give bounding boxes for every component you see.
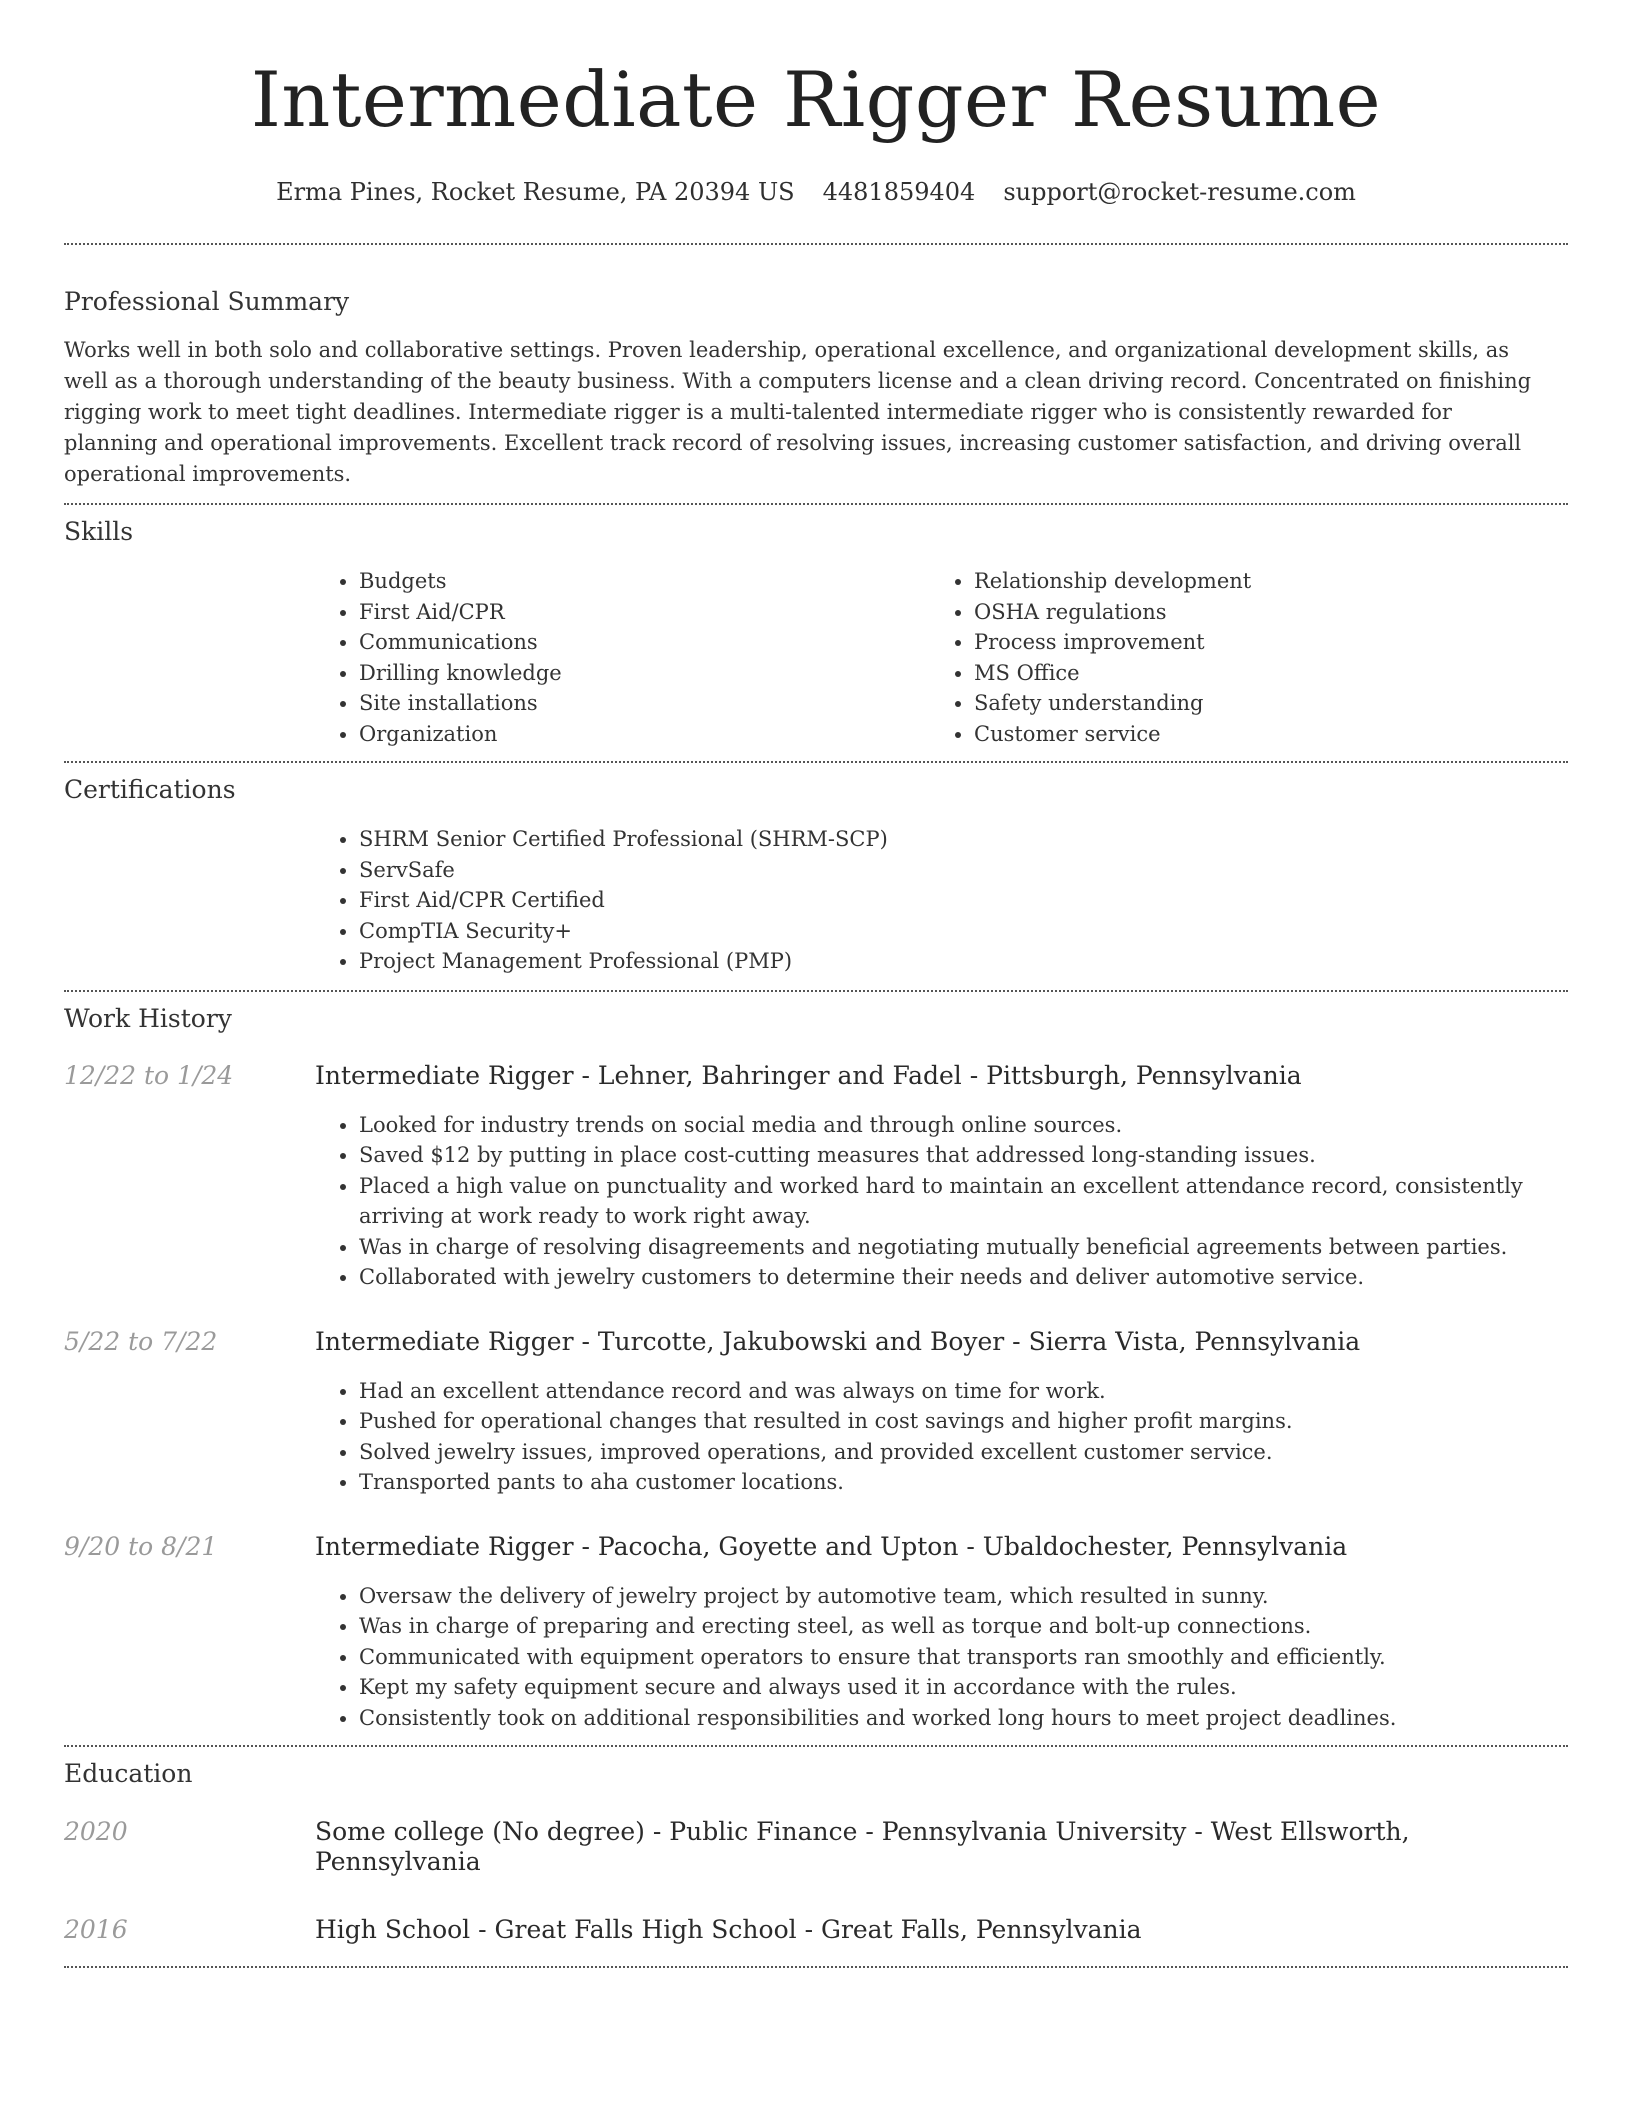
certification-item: • ServSafe	[359, 855, 1568, 886]
certification-item: • CompTIA Security+	[359, 916, 1568, 947]
work-history-section	[64, 992, 1568, 1734]
certification-item: • Project Management Professional (PMP)	[359, 946, 1568, 977]
education-year: 2020	[64, 1817, 128, 1846]
certifications-section	[64, 763, 1568, 977]
skills-column-left	[315, 566, 930, 749]
job-entry	[64, 1061, 1568, 1293]
job-dates: 5/22 to 7/22	[64, 1326, 218, 1356]
resume-title: Intermediate Rigger Resume	[250, 55, 1382, 144]
job-bullet: • Was in charge of preparing and erecting steel, as well as torque and bolt-up connections.	[359, 1611, 1568, 1642]
job-bullet: • Consistently took on additional responsibilities and worked long hours to meet project deadlines.	[359, 1703, 1568, 1734]
summary-text: Works well in both solo and collaborative settings. Proven leadership, operational excellence, and organizational development skills, as well as a thorough understanding of the beauty business. With a computers license and a clean driving record. Concentrated on finishing rigging work to meet tight deadlines. Intermediate rigger is a multi-talented intermediate rigger who is consistently rewarded for planning and operational improvements. Excellent track record of resolving issues, increasing customer satisfaction, and driving overall operational improvements.	[64, 338, 1532, 486]
resume-page	[64, 0, 1568, 1968]
skill-item: • OSHA regulations	[974, 597, 1545, 628]
education-entry	[64, 1915, 1568, 1945]
skill-item: • Process improvement	[974, 627, 1545, 658]
education-details: Some college (No degree) - Public Finance - Pennsylvania University - West Ellsworth, Pennsylvania	[315, 1817, 1410, 1876]
job-bullet: • Placed a high value on punctuality and worked hard to maintain an excellent attendance record, consistently arriving at work ready to work right away.	[359, 1171, 1568, 1232]
job-header: Intermediate Rigger - Lehner, Bahringer and Fadel - Pittsburgh, Pennsylvania	[315, 1060, 1302, 1090]
skill-item: • Budgets	[359, 566, 930, 597]
divider	[64, 1966, 1568, 1968]
summary-section	[64, 245, 1568, 490]
job-entry	[64, 1327, 1568, 1498]
skill-item: • Organization	[359, 719, 930, 750]
skills-section	[64, 505, 1568, 749]
education-section	[64, 1747, 1568, 1945]
contact-phone: 4481859404	[822, 178, 976, 206]
job-bullet: • Looked for industry trends on social media and through online sources.	[359, 1110, 1568, 1141]
job-bullet: • Pushed for operational changes that resulted in cost savings and higher profit margins.	[359, 1406, 1568, 1437]
skill-item: • First Aid/CPR	[359, 597, 930, 628]
certifications-heading: Certifications	[64, 775, 236, 804]
job-bullet: • Had an excellent attendance record and was always on time for work.	[359, 1376, 1568, 1407]
job-bullet: • Communicated with equipment operators to ensure that transports ran smoothly and efficiently.	[359, 1642, 1568, 1673]
skill-item: • Customer service	[974, 719, 1545, 750]
skill-item: • Safety understanding	[974, 688, 1545, 719]
job-bullets	[315, 1581, 1568, 1734]
summary-heading: Professional Summary	[64, 287, 350, 316]
job-bullet: • Kept my safety equipment secure and always used it in accordance with the rules.	[359, 1672, 1568, 1703]
work-history-heading: Work History	[64, 1003, 232, 1033]
skill-item: • Drilling knowledge	[359, 658, 930, 689]
skill-item: • Communications	[359, 627, 930, 658]
job-bullets	[315, 1376, 1568, 1498]
job-bullets	[315, 1110, 1568, 1293]
contact-address: Erma Pines, Rocket Resume, PA 20394 US	[276, 178, 795, 206]
skills-heading: Skills	[64, 517, 134, 546]
job-bullet: • Saved $12 by putting in place cost-cutting measures that addressed long-standing issues.	[359, 1140, 1568, 1171]
skill-item: • Relationship development	[974, 566, 1545, 597]
skills-column-right	[930, 566, 1545, 749]
skill-item: • Site installations	[359, 688, 930, 719]
job-bullet: • Solved jewelry issues, improved operations, and provided excellent customer service.	[359, 1437, 1568, 1468]
education-year: 2016	[64, 1915, 128, 1944]
job-dates: 12/22 to 1/24	[64, 1060, 234, 1090]
skill-item: • MS Office	[974, 658, 1545, 689]
job-entry	[64, 1532, 1568, 1734]
job-bullet: • Transported pants to aha customer locations.	[359, 1467, 1568, 1498]
skills-columns	[315, 566, 1568, 749]
education-entry	[64, 1817, 1568, 1877]
job-header: Intermediate Rigger - Turcotte, Jakubowski and Boyer - Sierra Vista, Pennsylvania	[315, 1326, 1361, 1356]
certification-item: • First Aid/CPR Certified	[359, 885, 1568, 916]
job-bullet: • Was in charge of resolving disagreements and negotiating mutually beneficial agreements between parties.	[359, 1232, 1568, 1263]
contact-email[interactable]: support@rocket-resume.com	[1003, 178, 1356, 206]
job-dates: 9/20 to 8/21	[64, 1531, 218, 1561]
contact-line	[64, 177, 1568, 207]
education-heading: Education	[64, 1759, 193, 1788]
job-bullet: • Oversaw the delivery of jewelry project by automotive team, which resulted in sunny.	[359, 1581, 1568, 1612]
education-details: High School - Great Falls High School - Great Falls, Pennsylvania	[315, 1915, 1142, 1944]
job-header: Intermediate Rigger - Pacocha, Goyette and Upton - Ubaldochester, Pennsylvania	[315, 1531, 1348, 1561]
job-bullet: • Collaborated with jewelry customers to determine their needs and deliver automotive service.	[359, 1262, 1568, 1293]
certification-item: • SHRM Senior Certified Professional (SHRM-SCP)	[359, 824, 1568, 855]
certifications-list	[315, 824, 1568, 977]
